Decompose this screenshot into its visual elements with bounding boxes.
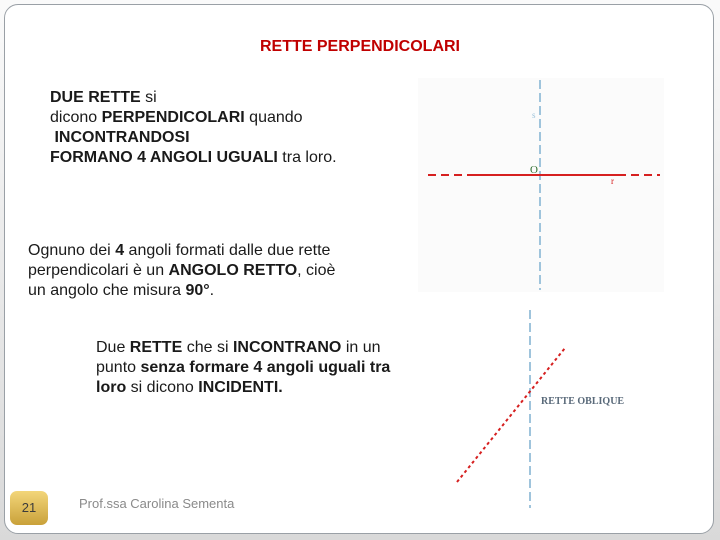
definition-perpendicular-text: [50, 88, 410, 168]
page-number-badge: 21: [10, 491, 48, 525]
text-run: Due: [96, 339, 130, 356]
footer-author: Prof.ssa Carolina Sementa: [79, 496, 235, 511]
bold-run: 90°: [185, 282, 210, 299]
label-s: s: [532, 110, 536, 120]
bold-run: INCIDENTI.: [198, 379, 283, 396]
oblique-line: [457, 348, 565, 482]
label-o: O: [530, 164, 538, 176]
text-run: quando: [244, 109, 303, 126]
text-run: che si: [182, 339, 233, 356]
slide-title: RETTE PERPENDICOLARI: [259, 38, 460, 55]
bold-run: DUE RETTE: [50, 89, 141, 106]
bold-run: PERPENDICOLARI: [101, 109, 245, 126]
text-run: in un: [341, 339, 381, 356]
bold-run: 4: [115, 242, 125, 259]
perpendicular-lines-figure: [418, 78, 664, 292]
text-run: dicono: [50, 109, 102, 126]
text-run: Ognuno dei: [28, 242, 116, 259]
incident-lines-text: [96, 338, 436, 398]
bold-run: FORMANO 4 ANGOLI UGUALI: [50, 149, 278, 166]
oblique-label: RETTE OBLIQUE: [541, 396, 625, 407]
text-run: punto: [96, 359, 141, 376]
bold-run: INCONTRANDOSI: [54, 129, 190, 146]
right-angle-text: [28, 241, 408, 301]
text-run: .: [209, 282, 215, 299]
oblique-lines-figure: [455, 310, 643, 508]
bold-run: loro: [96, 379, 127, 396]
text-run: , cioè: [297, 262, 336, 279]
label-r: r: [611, 176, 614, 186]
text-run: perpendicolari è un: [28, 262, 169, 279]
text-run: angoli formati dalle due rette: [124, 242, 331, 259]
bold-run: senza formare 4 angoli uguali tra: [140, 359, 391, 376]
text-run: si: [140, 89, 157, 106]
text-run: si dicono: [126, 379, 199, 396]
bold-run: INCONTRANO: [232, 339, 342, 356]
bold-run: ANGOLO RETTO: [168, 262, 298, 279]
text-run: tra loro.: [277, 149, 337, 166]
bold-run: RETTE: [129, 339, 183, 356]
text-run: un angolo che misura: [28, 282, 186, 299]
